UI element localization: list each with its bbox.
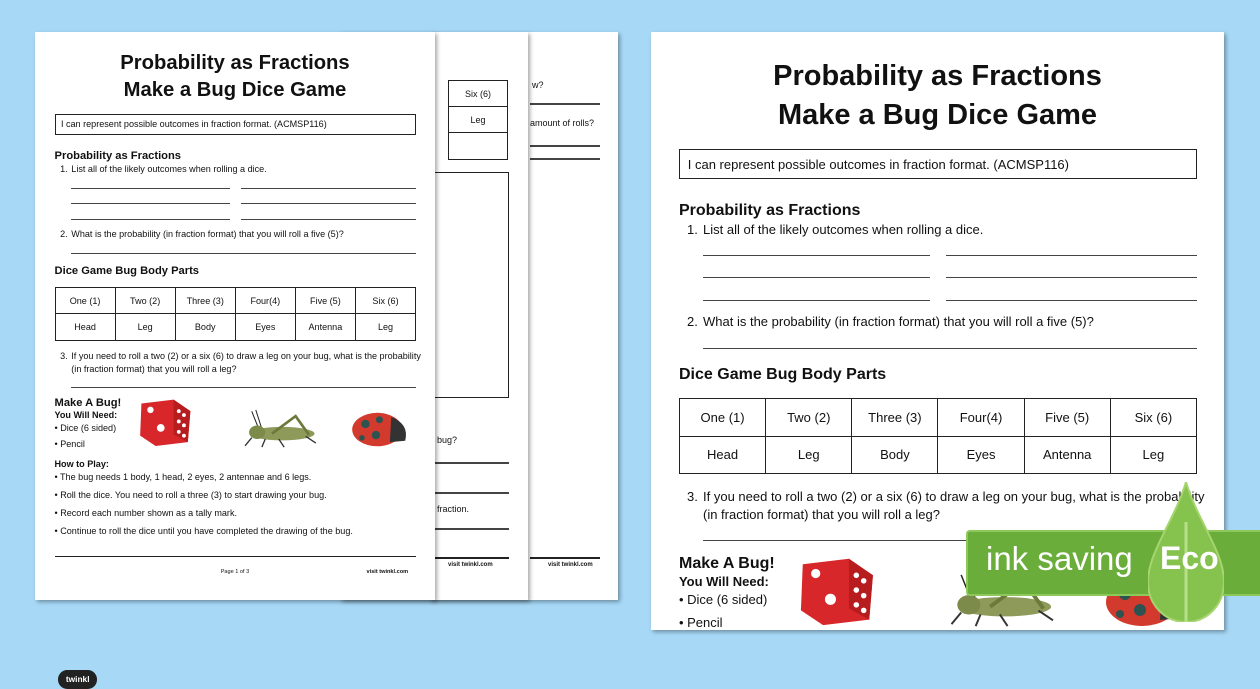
table-part-cell: Antenna — [295, 314, 355, 340]
table-part-cell: Body — [175, 314, 235, 340]
dice-image — [795, 555, 877, 627]
table-part-cell: Antenna — [1024, 436, 1110, 474]
make-a-bug-heading: Make A Bug! — [54, 397, 122, 410]
table-header-cell: Three (3) — [175, 288, 235, 314]
page2-bug-question: bug? — [437, 435, 458, 445]
table-header-cell: Six (6) — [1110, 399, 1196, 437]
table-header-cell: Six (6) — [355, 288, 415, 314]
table-header-cell: Five (5) — [1024, 399, 1110, 437]
title-line-1: Probability as Fractions — [120, 51, 350, 74]
page3-footer-site: visit twinkl.com — [548, 562, 593, 568]
q3-number: 3. — [687, 488, 698, 504]
dice-image — [136, 397, 193, 447]
table-part-cell: Leg — [1110, 436, 1196, 474]
q1-number: 1. — [687, 221, 698, 237]
question-3-line-1: If you need to roll a two (2) or a six (6) to draw a leg on your bug, what is the probability — [703, 488, 1205, 504]
twinkl-logo: twinkl — [58, 670, 97, 688]
q2-number: 2. — [687, 314, 698, 330]
eco-label: Eco — [1160, 540, 1219, 576]
table-part-cell: Eyes — [938, 436, 1024, 474]
table-header-cell: Four(4) — [938, 399, 1024, 437]
how-to-step: • The bug needs 1 body, 1 head, 2 eyes, 2 antennae and 6 legs. — [54, 471, 312, 482]
how-to-step: • Record each number shown as a tally mark. — [54, 507, 237, 518]
table-header-cell: Two (2) — [766, 399, 852, 437]
page2-header-six: Six (6) — [449, 81, 507, 107]
need-item: • Pencil — [54, 438, 85, 449]
question-1: List all of the likely outcomes when rolling a dice. — [703, 221, 984, 237]
worksheet-page-1-thumbnail — [35, 32, 435, 685]
page2-footer-site: visit twinkl.com — [448, 562, 493, 568]
body-parts-table — [55, 287, 417, 340]
you-will-need-heading: You Will Need: — [678, 574, 769, 590]
table-header-cell: One (1) — [680, 399, 766, 437]
how-to-step: • Continue to roll the dice until you have completed the drawing of the bug. — [54, 525, 353, 536]
ink-saving-text: ink saving — [986, 540, 1133, 577]
how-to-step: • Roll the dice. You need to roll a three (3) to start drawing your bug. — [54, 489, 327, 500]
section-body-parts-heading: Dice Game Bug Body Parts — [679, 366, 887, 384]
how-to-play-heading: How to Play: — [54, 459, 109, 470]
table-header-cell: Four(4) — [235, 288, 295, 314]
section-body-parts-heading: Dice Game Bug Body Parts — [54, 265, 199, 278]
footer-divider — [55, 556, 417, 557]
page2-cell-leg: Leg — [449, 107, 507, 133]
make-a-bug-heading: Make A Bug! — [679, 555, 775, 573]
page-number: Page 1 of 3 — [220, 569, 250, 576]
page3-rolls-question: amount of rolls? — [530, 118, 595, 128]
ladybug-image — [348, 410, 414, 448]
need-item: • Dice (6 sided) — [678, 592, 768, 608]
footer-site: visit twinkl.com — [366, 569, 409, 576]
section-probability-heading: Probability as Fractions — [679, 201, 861, 219]
worksheet — [35, 32, 435, 685]
q2-number: 2. — [60, 228, 68, 239]
title-line-1: Probability as Fractions — [773, 60, 1102, 93]
title-line-2: Make a Bug Dice Game — [777, 98, 1098, 131]
page2-table — [448, 80, 508, 160]
learning-objective: I can represent possible outcomes in fraction format. (ACMSP116) — [55, 114, 417, 135]
title-line-2: Make a Bug Dice Game — [123, 78, 347, 101]
q1-number: 1. — [60, 164, 68, 175]
question-3-line-2: (in fraction format) that you will roll a leg? — [703, 507, 940, 523]
question-3-line-1: If you need to roll a two (2) or a six (6) to draw a leg on your bug, what is the probability — [71, 350, 421, 361]
page2-fraction-question: fraction. — [437, 504, 470, 514]
table-part-cell: Head — [55, 314, 115, 340]
body-parts-table — [679, 398, 1197, 474]
table-part-cell: Head — [680, 436, 766, 474]
page3-question-end: w? — [532, 80, 544, 90]
need-item: • Pencil — [678, 615, 723, 631]
learning-objective: I can represent possible outcomes in fraction format. (ACMSP116) — [679, 149, 1197, 179]
table-part-cell: Leg — [355, 314, 415, 340]
question-1: List all of the likely outcomes when rolling a dice. — [71, 164, 267, 175]
table-part-cell: Leg — [766, 436, 852, 474]
table-part-cell: Eyes — [235, 314, 295, 340]
table-header-cell: Two (2) — [115, 288, 175, 314]
table-header-cell: One (1) — [55, 288, 115, 314]
table-header-cell: Three (3) — [852, 399, 938, 437]
question-2: What is the probability (in fraction format) that you will roll a five (5)? — [703, 314, 1094, 330]
table-part-cell: Leg — [115, 314, 175, 340]
table-header-cell: Five (5) — [295, 288, 355, 314]
question-3-line-2: (in fraction format) that you will roll a leg? — [71, 363, 237, 374]
table-part-cell: Body — [852, 436, 938, 474]
q3-number: 3. — [60, 350, 68, 361]
you-will-need-heading: You Will Need: — [54, 410, 118, 421]
grasshopper-image — [230, 408, 321, 448]
footer-site-wrap — [367, 568, 409, 575]
section-probability-heading: Probability as Fractions — [54, 150, 182, 163]
need-item: • Dice (6 sided) — [54, 423, 117, 434]
question-2: What is the probability (in fraction format) that you will roll a five (5)? — [71, 228, 344, 239]
